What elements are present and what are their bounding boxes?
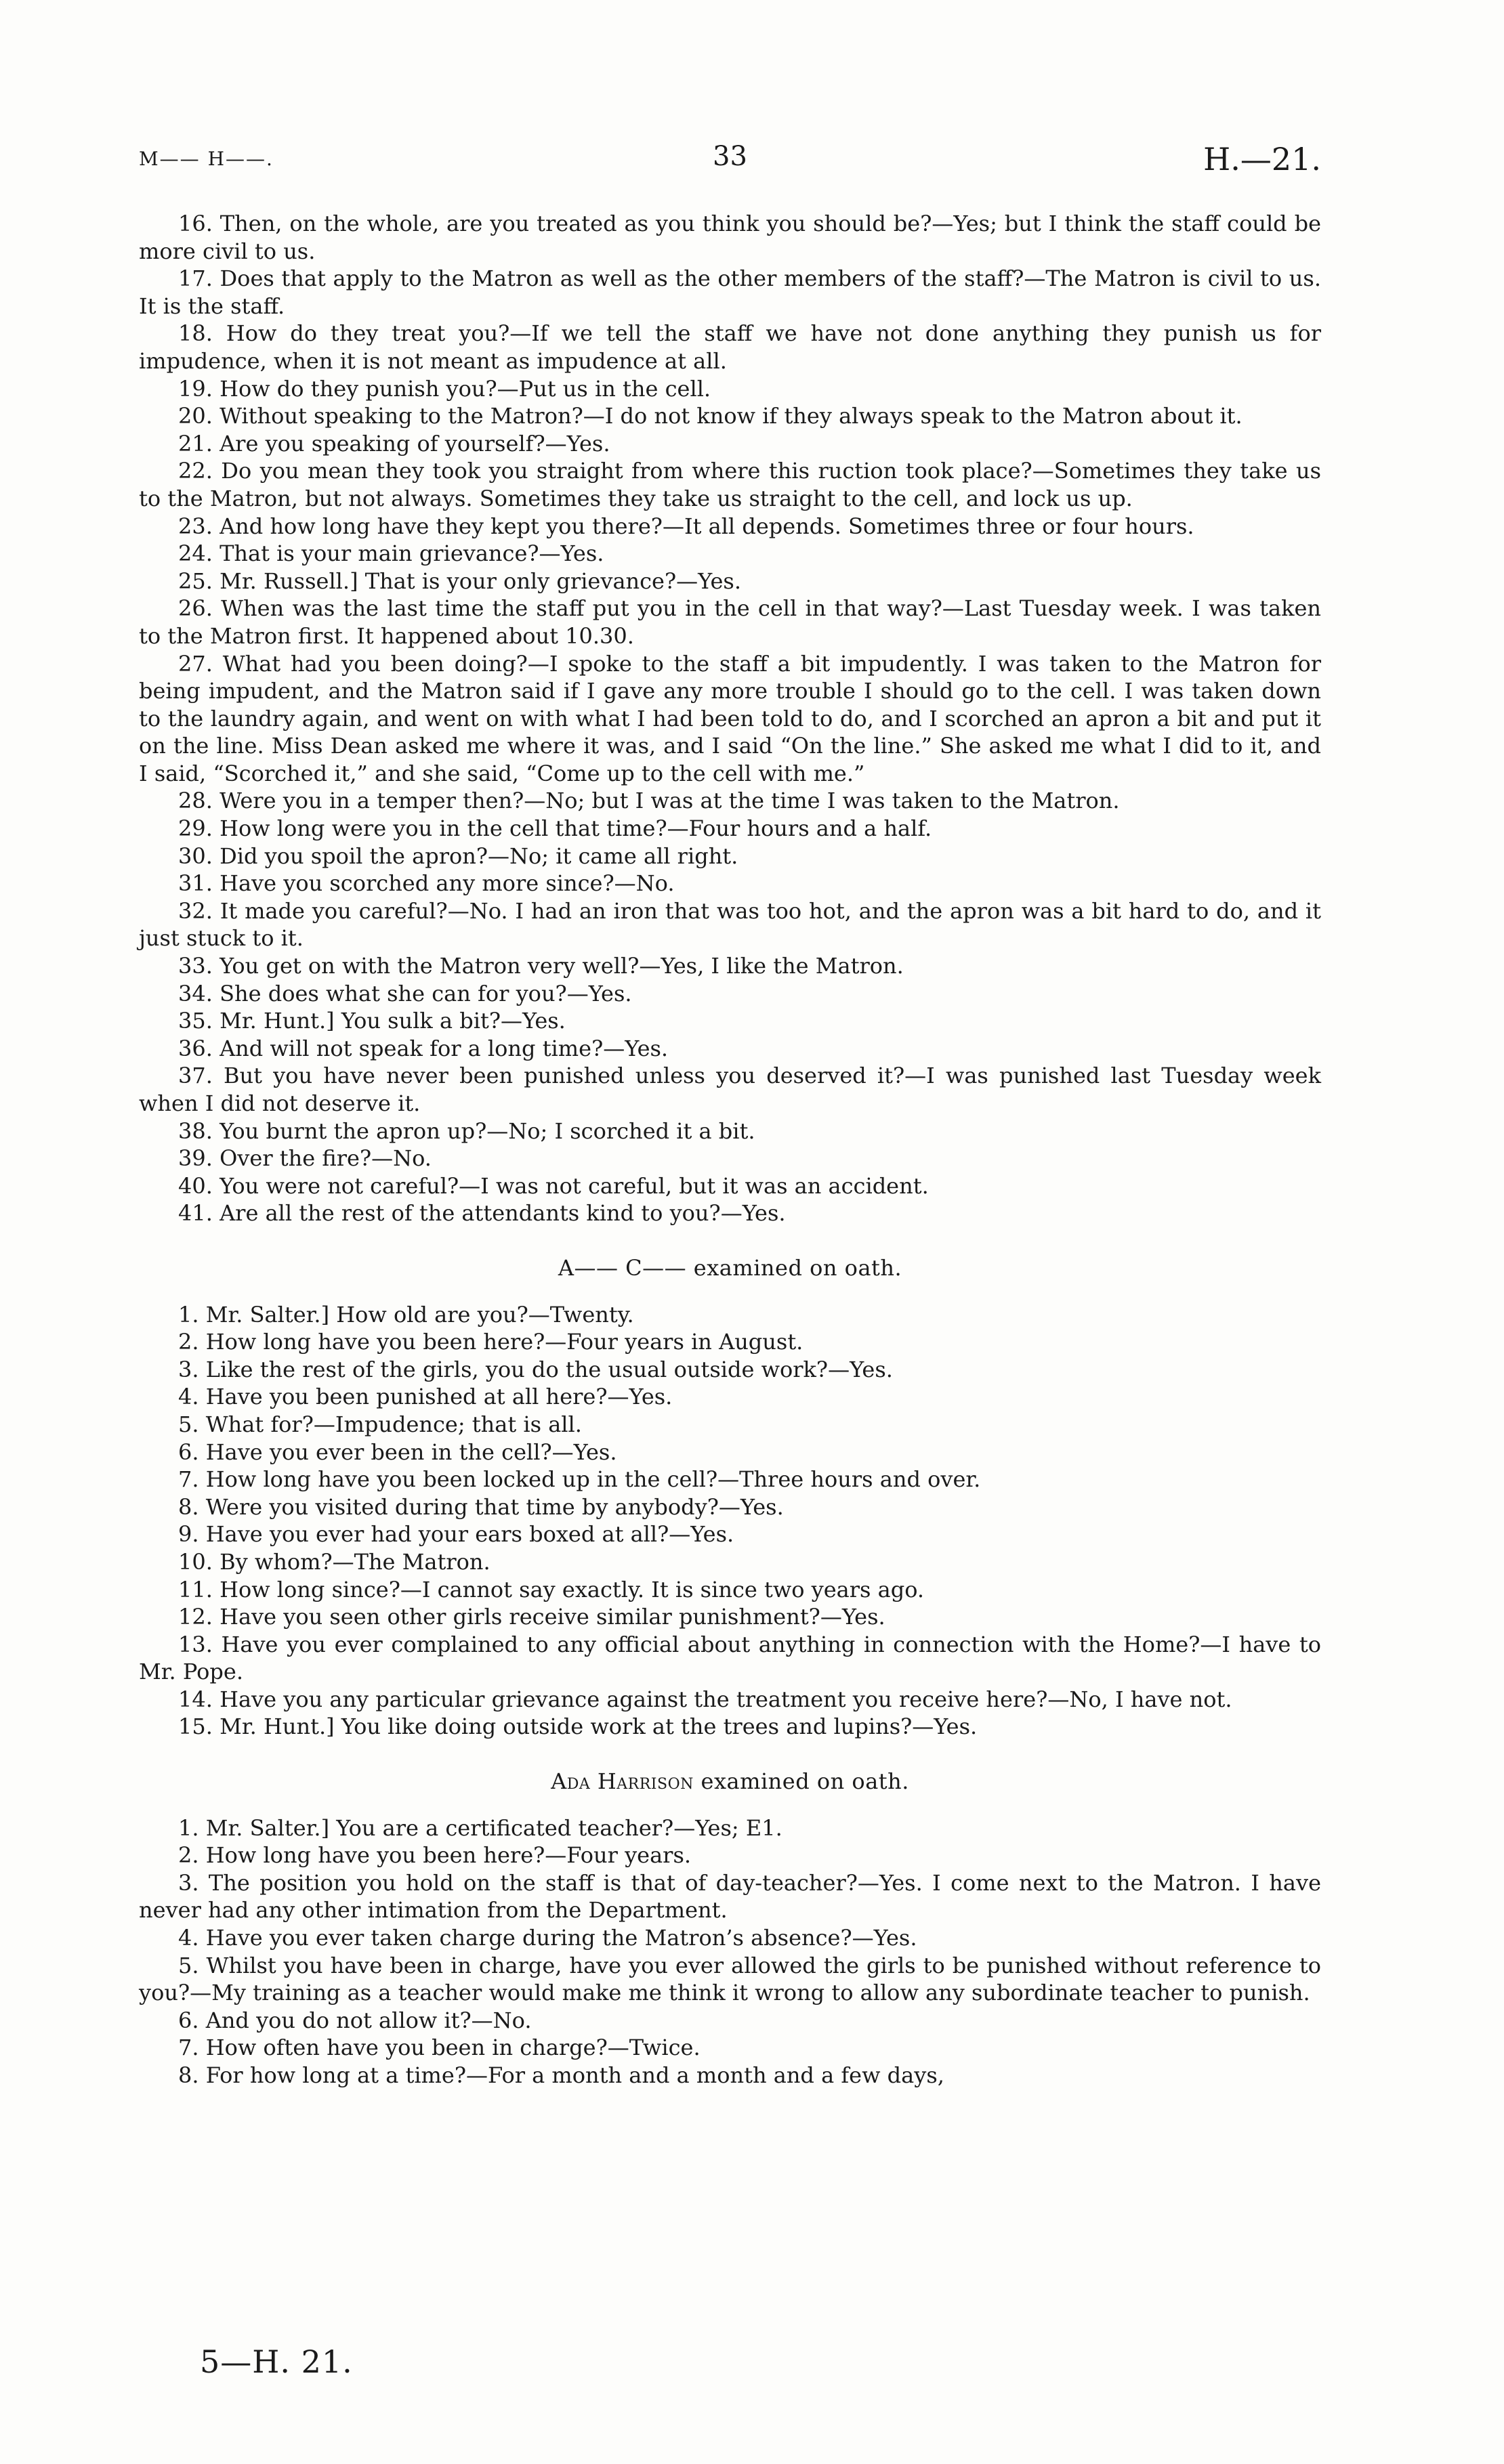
qa-item: 31. Have you scorched any more since?—No. — [178, 870, 675, 897]
qa-item: 14. Have you any particular grievance against the treatment you receive here?—No, I have not. — [178, 1686, 1232, 1712]
qa-item: 5. What for?—Impudence; that is all. — [178, 1411, 582, 1437]
qa-item: 38. You burnt the apron up?—No; I scorched it a bit. — [178, 1118, 755, 1144]
qa-item: 25. Mr. Russell.] That is your only grievance?—Yes. — [178, 568, 742, 594]
qa-item: 8. For how long at a time?—For a month and a month and a few days, — [178, 2062, 944, 2088]
qa-item: 1. Mr. Salter.] You are a certificated teacher?—Yes; E1. — [178, 1814, 782, 1841]
page-footer: 5—H. 21. — [200, 2343, 353, 2380]
qa-item: 24. That is your main grievance?—Yes. — [178, 540, 604, 567]
qa-item: 22. Do you mean they took you straight from where this ruction took place?—Sometimes they take us to the Matron, but not always. Sometimes they take us straight to the cell, and lock us up. — [139, 458, 1321, 511]
qa-item: 20. Without speaking to the Matron?—I do not know if they always speak to the Matron about it. — [178, 403, 1242, 429]
qa-item: 16. Then, on the whole, are you treated as you think you should be?—Yes; but I think the staff could be more civil to us. — [139, 211, 1321, 264]
qa-item: 4. Have you been punished at all here?—Yes. — [178, 1384, 673, 1410]
qa-item: 7. How often have you been in charge?—Twice. — [178, 2035, 701, 2061]
page-header — [139, 141, 1321, 182]
qa-item: 34. She does what she can for you?—Yes. — [178, 980, 632, 1006]
qa-item: 18. How do they treat you?—If we tell the staff we have not done anything they punish us for impudence, when it is not meant as impudence at all. — [139, 320, 1321, 374]
qa-item: 36. And will not speak for a long time?—Yes. — [178, 1035, 669, 1061]
qa-item: 6. And you do not allow it?—No. — [178, 2007, 532, 2033]
section-2-questions — [139, 1301, 1321, 1741]
qa-item: 7. How long have you been locked up in the cell?—Three hours and over. — [178, 1466, 981, 1493]
qa-item: 35. Mr. Hunt.] You sulk a bit?—Yes. — [178, 1008, 566, 1034]
qa-item: 6. Have you ever been in the cell?—Yes. — [178, 1439, 617, 1465]
section-2-title: A—— C—— examined on oath. — [558, 1254, 902, 1281]
qa-item: 41. Are all the rest of the attendants kind to you?—Yes. — [178, 1200, 786, 1227]
page-number: 33 — [713, 141, 747, 172]
qa-item: 8. Were you visited during that time by anybody?—Yes. — [178, 1493, 784, 1520]
document-body — [139, 210, 1321, 2089]
qa-item: 37. But you have never been punished unless you deserved it?—I was punished last Tuesday week when I did not deserve it. — [139, 1063, 1321, 1116]
qa-item: 10. By whom?—The Matron. — [178, 1548, 490, 1575]
qa-item: 28. Were you in a temper then?—No; but I was at the time I was taken to the Matron. — [178, 788, 1120, 814]
qa-item: 11. How long since?—I cannot say exactly. It is since two years ago. — [178, 1576, 925, 1602]
witness-name: Ada Harrison — [551, 1768, 694, 1795]
qa-item: 3. The position you hold on the staff is that of day-teacher?—Yes. I come next to the Matron. I have never had any other intimation from the Department. — [139, 1869, 1321, 1924]
header-right: H.—21. — [1203, 141, 1321, 177]
qa-item: 17. Does that apply to the Matron as well as the other members of the staff?—The Matron is civil to us. It is the staff. — [139, 265, 1321, 319]
qa-item: 9. Have you ever had your ears boxed at all?—Yes. — [178, 1521, 734, 1548]
qa-item: 30. Did you spoil the apron?—No; it came all right. — [178, 843, 738, 869]
qa-item: 13. Have you ever complained to any official about anything in connection with the Home?—I have to Mr. Pope. — [139, 1631, 1321, 1685]
qa-item: 23. And how long have they kept you there?—It all depends. Sometimes three or four hours. — [178, 513, 1194, 539]
qa-item: 15. Mr. Hunt.] You like doing outside work at the trees and lupins?—Yes. — [178, 1714, 978, 1740]
qa-item: 3. Like the rest of the girls, you do the usual outside work?—Yes. — [178, 1356, 893, 1382]
qa-item: 1. Mr. Salter.] How old are you?—Twenty. — [178, 1301, 634, 1327]
qa-item: 21. Are you speaking of yourself?—Yes. — [178, 430, 610, 456]
qa-item: 32. It made you careful?—No. I had an iron that was too hot, and the apron was a bit hard to do, and it just stuck to it. — [139, 897, 1321, 952]
section-3-title-rest: examined on oath. — [693, 1768, 909, 1795]
section-1-questions — [139, 210, 1321, 1227]
qa-item: 29. How long were you in the cell that time?—Four hours and a half. — [178, 815, 932, 842]
qa-item: 33. You get on with the Matron very well?—Yes, I like the Matron. — [178, 953, 904, 979]
qa-item: 40. You were not careful?—I was not careful, but it was an accident. — [178, 1172, 929, 1199]
qa-item: 5. Whilst you have been in charge, have you ever allowed the girls to be punished without reference to you?—My training as a teacher would make me think it wrong to allow any subordinate teacher to punish. — [139, 1952, 1321, 2006]
qa-item: 26. When was the last time the staff put you in the cell in that way?—Last Tuesday week. I was taken to the Matron first. It happened about 10.30. — [139, 595, 1321, 649]
section-3-title — [139, 1768, 1321, 1796]
section-3-questions — [139, 1814, 1321, 2089]
qa-item: 2. How long have you been here?—Four years. — [178, 1842, 692, 1869]
header-left: M—— H——. — [139, 148, 274, 170]
qa-item: 27. What had you been doing?—I spoke to the staff a bit impudently. I was taken to the Matron for being impudent, and the Matron said if I gave any more trouble I should go to the cell. I was taken down to the laundry again, and went on with what I had been told to do, and I scorched an apron a bit and put it on the line. Miss Dean asked me where it was, and I said “On the line.” She asked me what I did to it, and I said, “Scorched it,” and she said, “Come up to the cell with me.” — [139, 650, 1321, 786]
qa-item: 4. Have you ever taken charge during the Matron’s absence?—Yes. — [178, 1925, 917, 1951]
qa-item: 2. How long have you been here?—Four years in August. — [178, 1329, 803, 1355]
qa-item: 12. Have you seen other girls receive similar punishment?—Yes. — [178, 1604, 885, 1630]
qa-item: 19. How do they punish you?—Put us in the cell. — [178, 375, 711, 402]
qa-item: 39. Over the fire?—No. — [178, 1145, 432, 1172]
